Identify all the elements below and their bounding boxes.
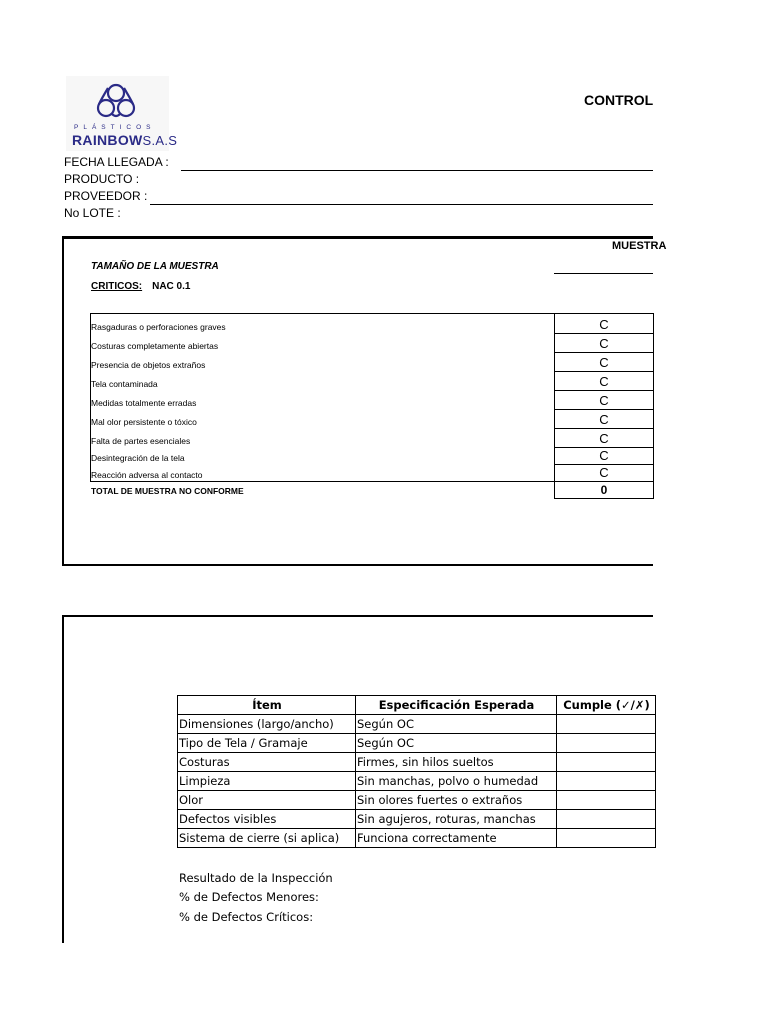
fecha-llegada-line[interactable] (181, 170, 653, 171)
spec-item-cell: Tipo de Tela / Gramaje (178, 734, 356, 753)
defect-label: Tela contaminada (91, 371, 555, 390)
minor-defects-label: % de Defectos Menores: (179, 890, 319, 904)
spec-row (178, 772, 656, 791)
spec-expected-cell: Firmes, sin hilos sueltos (356, 753, 557, 772)
producto-label: PRODUCTO : (64, 172, 140, 186)
logo-brand (72, 132, 177, 148)
defect-value-cell[interactable]: C (555, 447, 654, 464)
defect-label: Medidas totalmente erradas (91, 390, 555, 409)
spec-expected-cell: Según OC (356, 734, 557, 753)
logo-brand-suffix: S.A.S (142, 133, 178, 148)
specification-table (177, 695, 656, 848)
spec-cumple-cell[interactable] (557, 753, 656, 772)
critical-defects-label: % de Defectos Críticos: (179, 910, 314, 924)
spec-item-cell: Dimensiones (largo/ancho) (178, 715, 356, 734)
defect-label: Costuras completamente abiertas (91, 333, 555, 352)
defect-label: Rasgaduras o perforaciones graves (91, 314, 555, 334)
spec-expected-cell: Sin manchas, polvo o humedad (356, 772, 557, 791)
defect-label: Mal olor persistente o tóxico (91, 409, 555, 428)
spec-row (178, 715, 656, 734)
spec-expected-cell: Según OC (356, 715, 557, 734)
spec-item-cell: Sistema de cierre (si aplica) (178, 829, 356, 848)
total-nonconforming-label: TOTAL DE MUESTRA NO CONFORME (91, 486, 244, 496)
defect-row (91, 447, 654, 464)
section2-top-border (62, 615, 653, 617)
spec-row (178, 734, 656, 753)
result-heading: Resultado de la Inspección (179, 871, 333, 885)
lote-label: No LOTE : (64, 206, 121, 220)
fecha-llegada-label: FECHA LLEGADA : (64, 155, 169, 169)
logo-tagline: PLÁSTICOS (74, 124, 156, 131)
proveedor-label: PROVEEDOR : (64, 189, 148, 203)
defect-value-cell[interactable]: C (555, 464, 654, 482)
defect-row (91, 464, 654, 482)
spec-cumple-cell[interactable] (557, 772, 656, 791)
nac-value: NAC 0.1 (152, 281, 191, 292)
critical-defects-table (90, 313, 654, 482)
section1-top-border (62, 236, 653, 239)
defect-row (91, 409, 654, 428)
spec-cumple-cell[interactable] (557, 791, 656, 810)
defect-value-cell[interactable]: C (555, 390, 654, 409)
defect-label: Reacción adversa al contacto (91, 464, 555, 482)
defect-value-cell[interactable]: C (555, 314, 654, 334)
spec-cumple-cell[interactable] (557, 829, 656, 848)
section2-left-border (62, 615, 64, 943)
spec-expected-cell: Sin agujeros, roturas, manchas (356, 810, 557, 829)
defect-value-cell[interactable]: C (555, 352, 654, 371)
spec-cumple-cell[interactable] (557, 734, 656, 753)
criticos-label: CRITICOS: (91, 281, 143, 292)
muestra-heading: MUESTRA (612, 240, 667, 252)
spec-item-cell: Defectos visibles (178, 810, 356, 829)
spec-item-cell: Olor (178, 791, 356, 810)
sample-size-line[interactable] (554, 273, 653, 274)
total-nonconforming-value[interactable]: 0 (554, 481, 654, 499)
spec-row (178, 829, 656, 848)
spec-row (178, 753, 656, 772)
defect-row (91, 390, 654, 409)
criticos-row (91, 281, 190, 292)
section1-left-border (62, 236, 64, 566)
defect-label: Presencia de objetos extraños (91, 352, 555, 371)
sample-size-label: TAMAÑO DE LA MUESTRA (91, 261, 219, 272)
spec-item-cell: Limpieza (178, 772, 356, 791)
page-title: CONTROL (584, 92, 654, 108)
spec-header-cumple: Cumple (✓/✗) (557, 696, 656, 715)
defect-row (91, 352, 654, 371)
defect-row (91, 371, 654, 390)
spec-row (178, 810, 656, 829)
spec-item-cell: Costuras (178, 753, 356, 772)
proveedor-line[interactable] (150, 204, 653, 205)
spec-row (178, 791, 656, 810)
defect-row (91, 333, 654, 352)
defect-value-cell[interactable]: C (555, 409, 654, 428)
section1-bottom-border (62, 564, 653, 566)
spec-expected-cell: Funciona correctamente (356, 829, 557, 848)
defect-label: Desintegración de la tela (91, 447, 555, 464)
logo-brand-name: RAINBOW (72, 132, 143, 148)
spec-header-row (178, 696, 656, 715)
spec-cumple-cell[interactable] (557, 715, 656, 734)
defect-value-cell[interactable]: C (555, 333, 654, 352)
spec-expected-cell: Sin olores fuertes o extraños (356, 791, 557, 810)
spec-header-spec: Especificación Esperada (356, 696, 557, 715)
defect-value-cell[interactable]: C (555, 371, 654, 390)
spec-cumple-cell[interactable] (557, 810, 656, 829)
defect-value-cell[interactable]: C (555, 428, 654, 447)
spec-header-item: Ítem (178, 696, 356, 715)
defect-row (91, 428, 654, 447)
defect-row (91, 314, 654, 334)
defect-label: Falta de partes esenciales (91, 428, 555, 447)
